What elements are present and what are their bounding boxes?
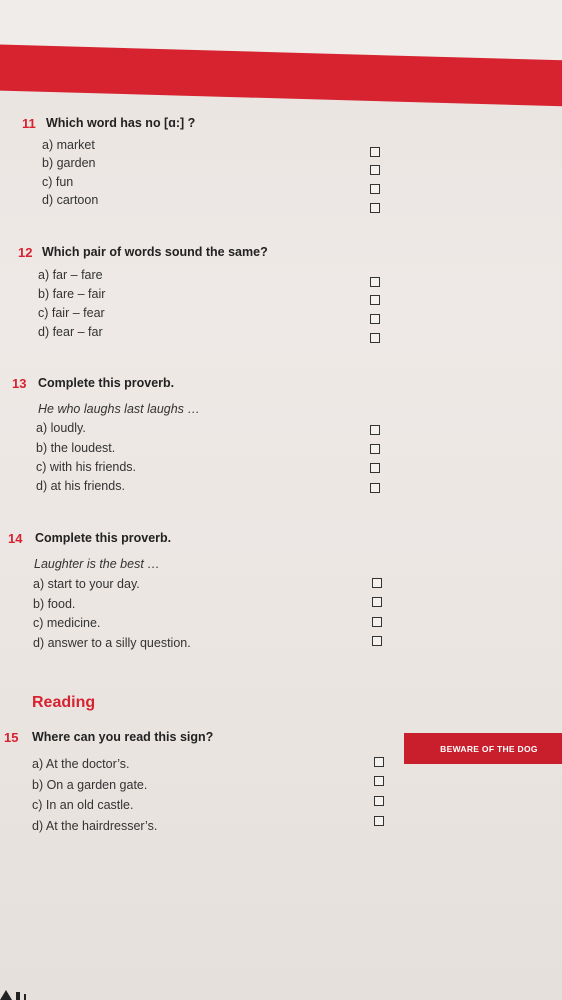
question-number: 12 xyxy=(18,245,33,260)
section-title: Reading xyxy=(32,694,96,711)
answer-checkbox[interactable] xyxy=(370,333,380,343)
answer-checkbox[interactable] xyxy=(374,796,384,806)
answer-checkbox[interactable] xyxy=(370,203,380,213)
option: b) food. xyxy=(33,597,76,611)
question-title: Which pair of words sound the same? xyxy=(42,245,268,259)
question-number: 15 xyxy=(4,730,19,745)
option: a) market xyxy=(42,138,95,152)
option: b) fare – fair xyxy=(38,287,106,301)
option: a) far – fare xyxy=(38,268,103,282)
answer-checkbox[interactable] xyxy=(370,483,380,493)
option: a) At the doctor’s. xyxy=(32,757,130,771)
option: c) In an old castle. xyxy=(32,798,134,812)
question-prompt: He who laughs last laughs … xyxy=(38,402,200,416)
option: a) loudly. xyxy=(36,421,86,435)
answer-checkbox[interactable] xyxy=(370,444,380,454)
option: d) answer to a silly question. xyxy=(33,636,191,650)
answer-checkbox[interactable] xyxy=(370,165,380,175)
warning-sign xyxy=(404,733,562,764)
answer-checkbox[interactable] xyxy=(372,617,382,627)
answer-checkbox[interactable] xyxy=(374,816,384,826)
question-title: Complete this proverb. xyxy=(35,531,172,545)
option: d) at his friends. xyxy=(36,479,125,493)
answer-checkbox[interactable] xyxy=(370,277,380,287)
option: d) At the hairdresser’s. xyxy=(32,819,158,833)
answer-checkbox[interactable] xyxy=(370,295,380,305)
question-number: 11 xyxy=(22,116,36,131)
question-title: Which word has no [ɑ:] ? xyxy=(46,116,196,130)
option: a) start to your day. xyxy=(33,577,140,591)
option: d) cartoon xyxy=(42,193,99,207)
answer-checkbox[interactable] xyxy=(370,425,380,435)
answer-checkbox[interactable] xyxy=(370,314,380,324)
question-prompt: Laughter is the best … xyxy=(34,557,160,571)
question-title: Where can you read this sign? xyxy=(32,730,214,744)
answer-checkbox[interactable] xyxy=(370,147,380,157)
question-title: Complete this proverb. xyxy=(38,376,175,390)
sign-text: BEWARE OF THE DOG xyxy=(440,743,538,754)
answer-checkbox[interactable] xyxy=(372,578,382,588)
answer-checkbox[interactable] xyxy=(370,184,380,194)
answer-checkbox[interactable] xyxy=(374,776,384,786)
option: c) with his friends. xyxy=(36,460,137,474)
option: b) the loudest. xyxy=(36,441,116,455)
footer-logo-icon xyxy=(0,986,60,1000)
option: b) garden xyxy=(42,156,96,170)
answer-checkbox[interactable] xyxy=(372,636,382,646)
answer-checkbox[interactable] xyxy=(372,597,382,607)
option: c) medicine. xyxy=(33,616,101,630)
option: c) fair – fear xyxy=(38,306,105,320)
question-number: 13 xyxy=(12,376,27,391)
option: b) On a garden gate. xyxy=(32,778,148,792)
answer-checkbox[interactable] xyxy=(374,757,384,767)
option: d) fear – far xyxy=(38,325,103,339)
option: c) fun xyxy=(42,175,74,189)
answer-checkbox[interactable] xyxy=(370,463,380,473)
question-number: 14 xyxy=(8,531,23,546)
